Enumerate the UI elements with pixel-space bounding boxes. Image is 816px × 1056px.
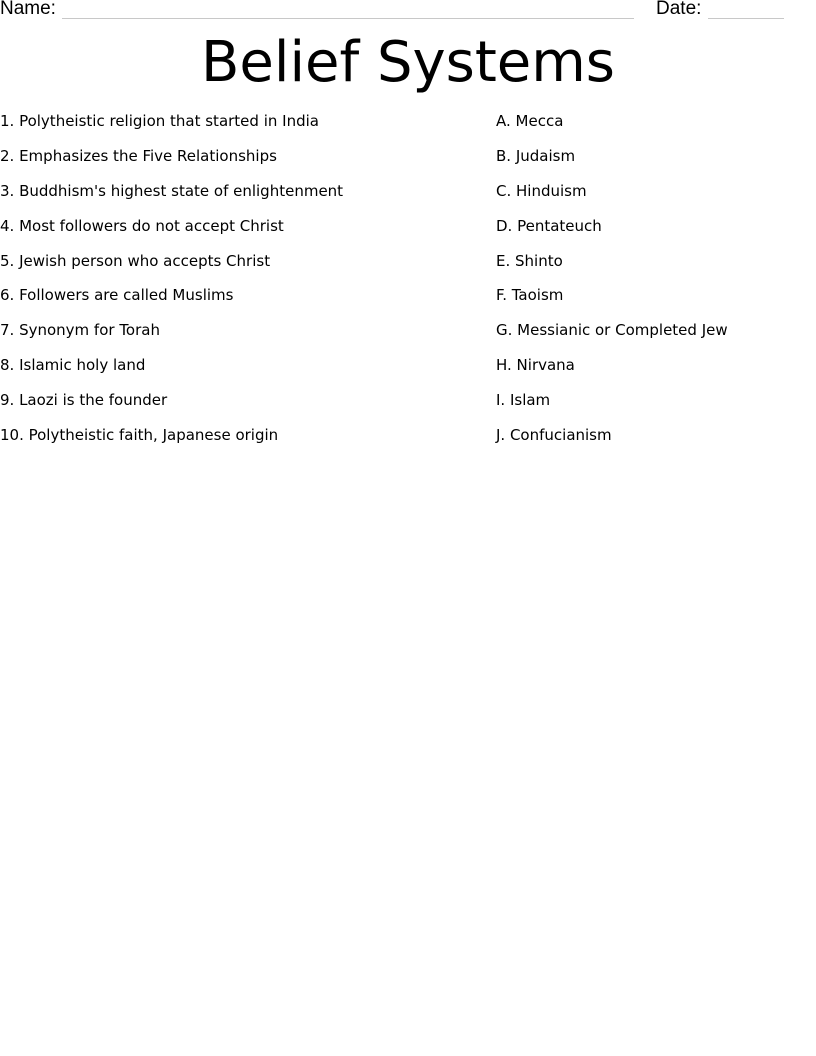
clue-item: 9. Laozi is the founder — [0, 391, 168, 410]
answer-item: C. Hinduism — [496, 181, 587, 200]
answer-item: A. Mecca — [496, 112, 564, 130]
answer-item: I. Islam — [496, 391, 551, 410]
worksheet-header — [0, 0, 800, 22]
clue-item: 2. Emphasizes the Five Relationships — [0, 146, 277, 165]
answer-item: E. Shinto — [496, 251, 563, 270]
clue-item: 1. Polytheistic religion that started in India — [0, 112, 319, 130]
answer-item: F. Taoism — [496, 286, 564, 305]
clue-item: 6. Followers are called Muslims — [0, 286, 234, 305]
clue-list — [0, 111, 480, 460]
clue-item: 7. Synonym for Torah — [0, 321, 160, 340]
date-blank-line[interactable] — [708, 18, 784, 19]
answer-item: B. Judaism — [496, 146, 576, 165]
clue-item: 10. Polytheistic faith, Japanese origin — [0, 426, 279, 445]
name-label: Name: — [0, 0, 56, 19]
clue-item: 8. Islamic holy land — [0, 356, 146, 375]
answer-item: G. Messianic or Completed Jew — [496, 321, 728, 340]
clue-item: 5. Jewish person who accepts Christ — [0, 251, 271, 270]
date-label: Date: — [656, 0, 702, 19]
worksheet-title: Belief Systems — [201, 30, 615, 95]
answer-item: J. Confucianism — [496, 426, 612, 445]
clue-item: 4. Most followers do not accept Christ — [0, 216, 284, 235]
answer-list — [496, 111, 806, 460]
answer-item: D. Pentateuch — [496, 216, 602, 235]
answer-item: H. Nirvana — [496, 356, 575, 375]
name-blank-line[interactable] — [62, 18, 634, 19]
clue-item: 3. Buddhism's highest state of enlightenment — [0, 181, 344, 200]
